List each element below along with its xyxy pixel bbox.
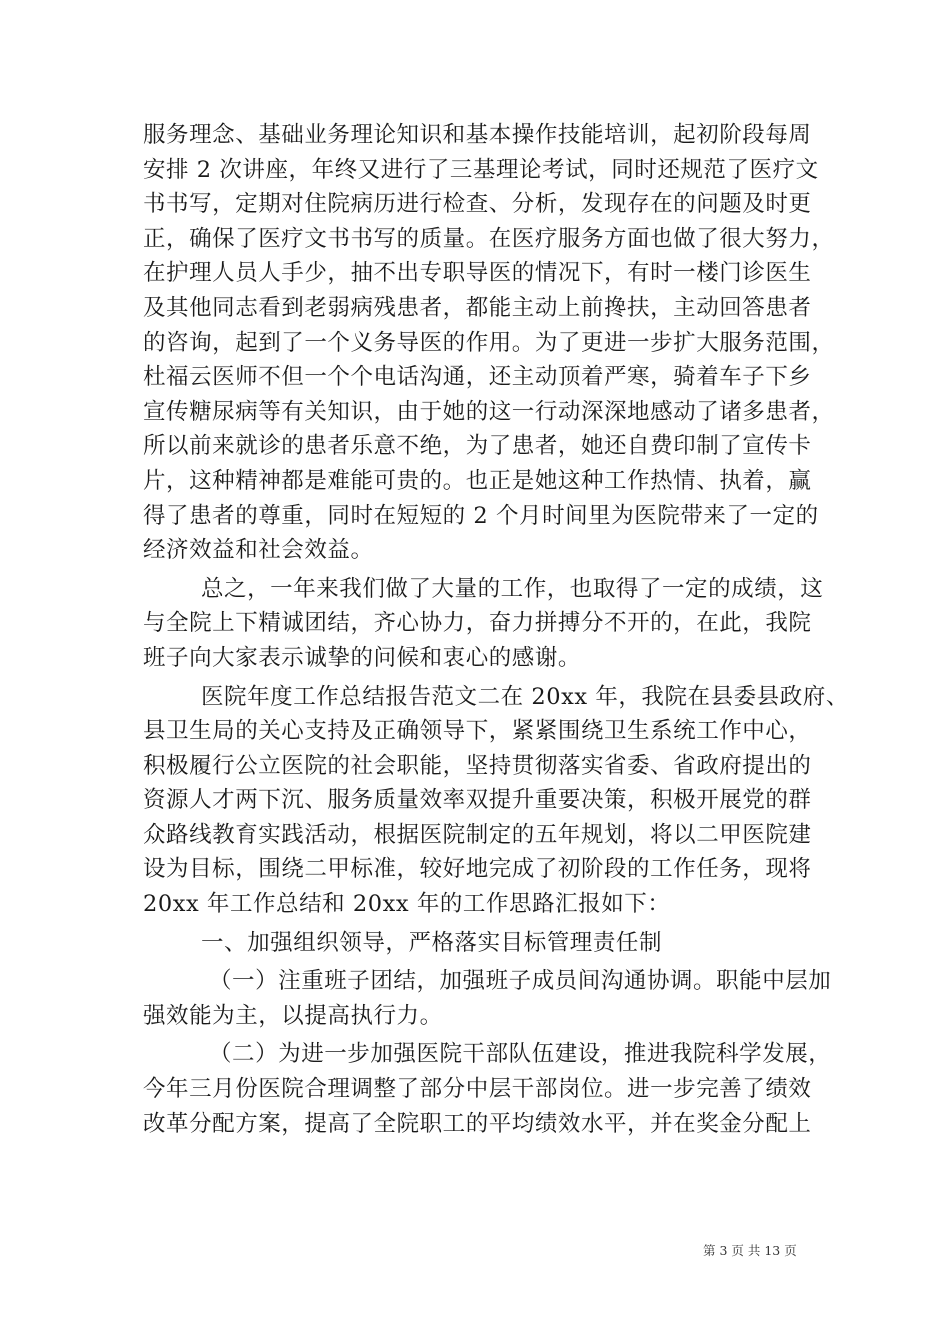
paragraph-report-sample-two bbox=[143, 680, 849, 922]
paragraph-item-one bbox=[143, 964, 832, 1033]
text-line: 的咨询，起到了一个义务导医的作用。为了更进一步扩大服务范围， bbox=[143, 329, 835, 356]
text-line: 杜福云医师不但一个个电话沟通，还主动顶着严寒，骑着车子下乡 bbox=[143, 364, 812, 391]
text-line: 改革分配方案，提高了全院职工的平均绩效水平，并在奖金分配上 bbox=[143, 1110, 812, 1137]
text-line: 经济效益和社会效益。 bbox=[143, 537, 374, 564]
text-line: 片，这种精神都是难能可贵的。也正是她这种工作热情、执着，赢 bbox=[143, 467, 812, 494]
text-line: 县卫生局的关心支持及正确领导下，紧紧围绕卫生系统工作中心， bbox=[143, 718, 812, 745]
text-line: 班子向大家表示诚挚的问候和衷心的感谢。 bbox=[143, 644, 581, 671]
text-line: 所以前来就诊的患者乐意不绝，为了患者，她还自费印制了宣传卡 bbox=[143, 433, 812, 460]
text-line: 众路线教育实践活动，根据医院制定的五年规划，将以二甲医院建 bbox=[143, 821, 812, 848]
paragraph-item-two bbox=[143, 1037, 832, 1141]
paragraph-summary bbox=[143, 572, 824, 676]
text-line: 在护理人员人手少，抽不出专职导医的情况下，有时一楼门诊医生 bbox=[143, 260, 812, 287]
text-line: 医院年度工作总结报告范文二在 20xx 年，我院在县委县政府、 bbox=[201, 683, 849, 710]
page-number: 第 3 页 共 13 页 bbox=[703, 1243, 797, 1258]
document-body bbox=[143, 118, 849, 1141]
paragraph-service-training bbox=[143, 118, 835, 568]
text-line: 今年三月份医院合理调整了部分中层干部岗位。进一步完善了绩效 bbox=[143, 1076, 812, 1103]
text-line: 得了患者的尊重，同时在短短的 2 个月时间里为医院带来了一定的 bbox=[143, 502, 819, 529]
text-line: 积极履行公立医院的社会职能，坚持贯彻落实省委、省政府提出的 bbox=[143, 752, 812, 779]
text-line: 与全院上下精诚团结，齐心协力，奋力拼搏分不开的，在此，我院 bbox=[143, 610, 812, 637]
section-heading: 一、加强组织领导，严格落实目标管理责任制 bbox=[201, 929, 663, 956]
text-line: 宣传糖尿病等有关知识，由于她的这一行动深深地感动了诸多患者， bbox=[143, 398, 835, 425]
text-line: 及其他同志看到老弱病残患者，都能主动上前搀扶，主动回答患者 bbox=[143, 294, 812, 321]
text-line: 服务理念、基础业务理论知识和基本操作技能培训，起初阶段每周 bbox=[143, 122, 812, 148]
text-line: 强效能为主，以提高执行力。 bbox=[143, 1002, 443, 1029]
text-line: 正，确保了医疗文书书写的质量。在医疗服务方面也做了很大努力， bbox=[143, 225, 835, 252]
text-line: 安排 2 次讲座，年终又进行了三基理论考试，同时还规范了医疗文 bbox=[143, 156, 819, 183]
text-line: 书书写，定期对住院病历进行检查、分析，发现存在的问题及时更 bbox=[143, 191, 812, 218]
text-line: 设为目标，围绕二甲标准，较好地完成了初阶段的工作任务，现将 bbox=[143, 856, 812, 883]
text-line: 20xx 年工作总结和 20xx 年的工作思路汇报如下： bbox=[143, 891, 671, 918]
text-line: 总之，一年来我们做了大量的工作，也取得了一定的成绩，这 bbox=[201, 575, 824, 602]
text-line: （一）注重班子团结，加强班子成员间沟通协调。职能中层加 bbox=[209, 968, 832, 995]
text-line: （二）为进一步加强医院干部队伍建设，推进我院科学发展， bbox=[209, 1041, 832, 1068]
text-line: 资源人才两下沉、服务质量效率双提升重要决策，积极开展党的群 bbox=[143, 787, 812, 814]
